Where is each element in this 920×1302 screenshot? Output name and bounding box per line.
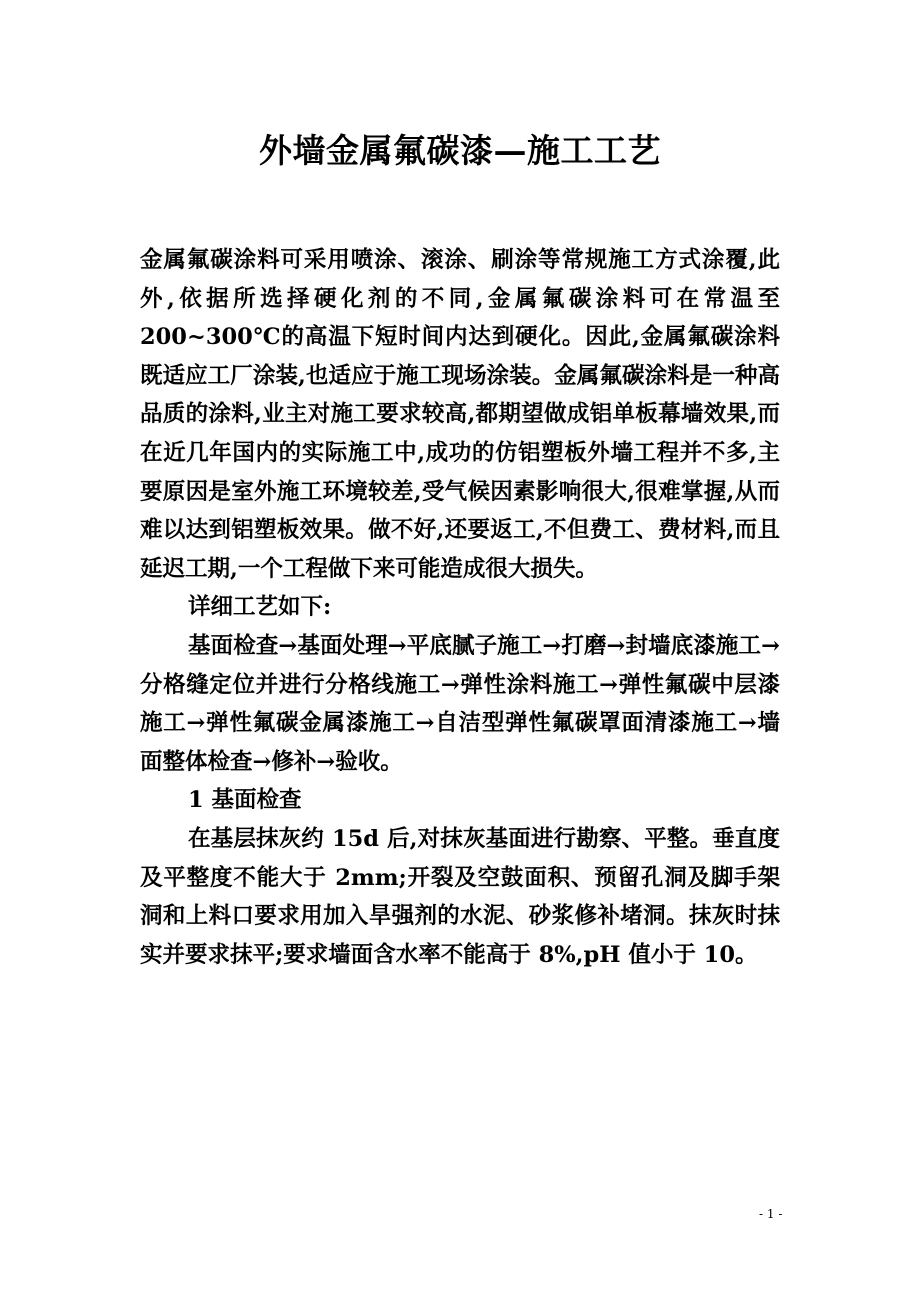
page-number: - 1 - (759, 1207, 783, 1221)
section-heading-base-inspection: 1 基面检查 (188, 787, 302, 814)
paragraph-process-steps: 基面检查→基面处理→平底腻子施工→打磨→封墙底漆施工→分格缝定位并进行分格线施工→弹性涂料施工→弹性氟碳中层漆施工→弹性氟碳金属漆施工→自洁型弹性氟碳罩面清漆施工→墙面整体检查→修补→验收。 (140, 632, 780, 775)
document-body (140, 241, 780, 974)
paragraph-process-heading: 详细工艺如下: (188, 594, 332, 621)
paragraph-intro: 金属氟碳涂料可采用喷涂、滚涂、刷涂等常规施工方式涂覆,此外,依据所选择硬化剂的不同,金属氟碳涂料可在常温至200~300℃的高温下短时间内达到硬化。因此,金属氟碳涂料既适应工厂涂装,也适应于施工现场涂装。金属氟碳涂料是一种高品质的涂料,业主对施工要求较高,都期望做成铝单板幕墙效果,而在近几年国内的实际施工中,成功的仿铝塑板外墙工程并不多,主要原因是室外施工环境较差,受气候因素影响很大,很难掌握,从而难以达到铝塑板效果。做不好,还要返工,不但费工、费材料,而且延迟工期,一个工程做下来可能造成很大损失。 (140, 247, 780, 582)
paragraph-base-inspection: 在基层抹灰约 15d 后,对抹灰基面进行勘察、平整。垂直度及平整度不能大于 2mm;开裂及空鼓面积、预留孔洞及脚手架洞和上料口要求用加入旱强剂的水泥、砂浆修补堵洞。抹灰时抹实并要求抹平;要求墙面含水率不能高于 8%,pH 值小于 10。 (140, 825, 780, 968)
document-title: 外墙金属氟碳漆—施工工艺 (259, 131, 661, 170)
